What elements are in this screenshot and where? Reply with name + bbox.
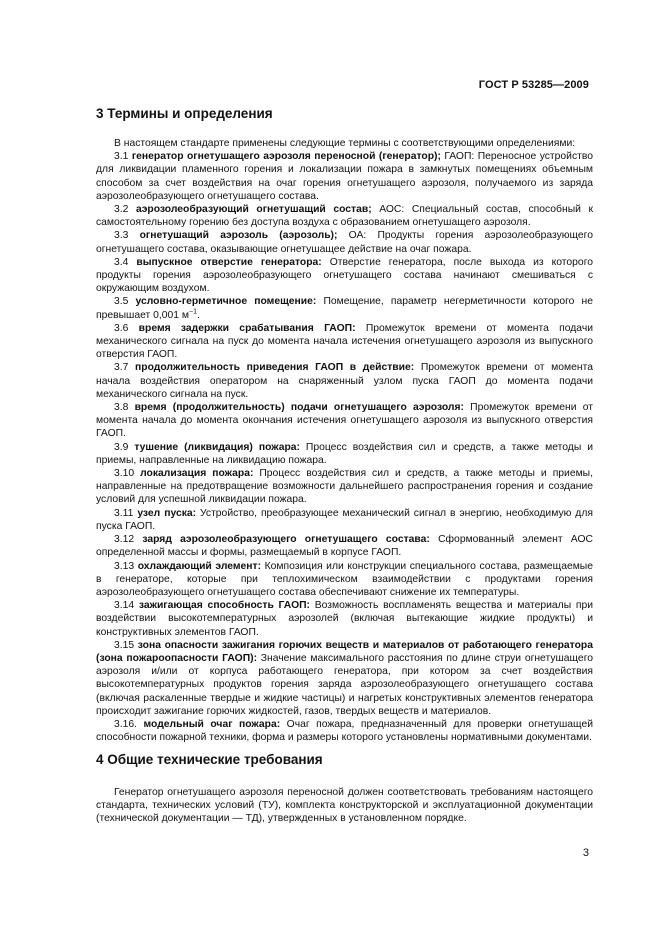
term-definition <box>96 295 593 321</box>
term-definition <box>96 203 593 229</box>
term-name: продолжительность приведения ГАОП в действие: <box>135 362 415 374</box>
section-4-paragraph: Генератор огнетушащего аэрозоля переносной должен соответствовать требованиям настоящего стандарта, технических условий (ТУ), комплекта конструкторской и эксплуатационной документации (технической документации — ТД), утвержденных в установленном порядке. <box>96 787 593 825</box>
section-4-title: 4 Общие технические требования <box>96 752 323 767</box>
term-text: АОС: Специальный состав, способный к самостоятельному горению без доступа воздуха с образованием огнетушащего аэрозоля. <box>96 204 593 229</box>
term-name: узел пуска: <box>137 507 197 519</box>
term-number: 3.2 <box>114 204 136 216</box>
term-text: Промежуток времени от момента начала до момента окончания истечения огнетушащего аэрозоля из выпускного отверстия ГАОП. <box>96 402 593 440</box>
term-text: Возможность воспламенять вещества и материалы при воздействии высокотемпературных аэрозолей (включая вытекающие жидкие продукты) и конструктивных элементов ГАОП. <box>96 600 593 638</box>
section-4-body <box>96 786 593 826</box>
term-definition <box>96 533 593 559</box>
term-name: модельный очаг пожара: <box>143 718 281 730</box>
term-definition <box>96 441 593 467</box>
term-text: Отверстие генератора, после выхода из которого продукты горения аэрозолеобразующего огнетушащего состава начинают смешиваться с окружающим воздухом. <box>96 256 593 295</box>
term-text: Композиция или конструкции специального состава, размещаемые в генераторе, которые при теплохимическом взаимодействии с продуктами горения аэрозолеобразующего огнетушащего состава обеспечивают снижение их температуры. <box>96 560 593 598</box>
term-definition <box>96 718 593 744</box>
term-number: 3.6 <box>114 322 139 334</box>
term-definition <box>96 229 593 255</box>
section-3-body <box>96 137 593 744</box>
term-definition <box>96 150 593 203</box>
term-number: 3.13 <box>114 560 138 572</box>
term-name: локализация пожара: <box>140 468 254 480</box>
term-name: генератор огнетушащего аэрозоля переносной (генератор); <box>131 151 441 163</box>
term-definition <box>96 361 593 401</box>
section-3-intro: В настоящем стандарте применены следующие термины с соответствующими определениями: <box>114 138 576 149</box>
term-number: 3.7 <box>114 362 136 374</box>
term-name: тушение (ликвидация) пожара: <box>134 441 300 453</box>
term-name: условно-герметичное помещение: <box>135 296 317 308</box>
term-number: 3.14 <box>114 600 139 612</box>
term-text-end: . <box>196 309 200 321</box>
term-text: ГАОП: Переносное устройство для ликвидации пламенного горения и локализации пожара в замкнутых помещениях объемным способом за счет воздействия на очаг горения огнетушащего аэрозоля, получаемого из заряда аэрозолеобразующего огнетушащего состава. <box>96 151 593 202</box>
term-text: Процесс воздействия сил и средств, а также методы и приемы, направленные на предотвращение возможности дальнейшего распространения горения и создание условий для успешной ликвидации пожара. <box>96 468 593 506</box>
term-number: 3.5 <box>114 296 136 308</box>
term-text: Промежуток времени от момента начала воздействия оператором на снаряженный узлом пуска ГАОП до момента подачи механического сигнала на пуск. <box>96 362 593 400</box>
term-name: зажигающая способность ГАОП: <box>138 600 310 612</box>
term-definition <box>96 322 593 362</box>
term-text: Процесс воздействия сил и средств, а также методы и приемы, направленные на ликвидацию пожара. <box>96 441 593 466</box>
term-name: время (продолжительность) подачи огнетушащего аэрозоля: <box>134 402 464 414</box>
term-number: 3.12 <box>114 534 143 546</box>
term-definition <box>96 401 593 441</box>
term-name: зона опасности зажигания горючих веществ и материалов от работающего генератора (зона пожароопасности ГАОП): <box>96 639 593 664</box>
standard-designation: ГОСТ Р 53285—2009 <box>478 79 589 91</box>
term-text: Устройство, преобразующее механический сигнал в энергию, необходимую для пуска ГАОП. <box>96 507 593 532</box>
term-definition <box>96 467 593 507</box>
term-name: охлаждающий элемент: <box>137 560 262 572</box>
term-definition <box>96 256 593 296</box>
term-number: 3.10 <box>114 468 141 480</box>
term-text: ОА: Продукты горения аэрозолеобразующего огнетушащего состава, оказывающие огнетушащее действие на очаг пожара. <box>96 230 593 255</box>
term-name: время задержки срабатывания ГАОП: <box>138 322 356 334</box>
term-text: Очаг пожара, предназначенный для проверки огнетушащей способности пожарной техники, форма и размеры которого установлены нормативными документами. <box>96 718 593 744</box>
term-number: 3.15 <box>114 639 138 651</box>
term-number: 3.3 <box>114 230 140 242</box>
term-text: Сформованный элемент АОС определенной массы и формы, размещаемый в корпусе ГАОП. <box>96 534 593 559</box>
section-3-title: 3 Термины и определения <box>96 106 273 121</box>
page-number: 3 <box>582 847 589 859</box>
term-number: 3.9 <box>114 441 135 453</box>
term-text: Помещение, параметр негерметичности которого не превышает 0,001 м <box>96 296 593 321</box>
term-definition <box>96 599 593 639</box>
term-text: Промежуток времени от момента подачи механического сигнала на пуск до момента начала истечения огнетушащего аэрозоля из выпускного отверстия ГАОП. <box>96 322 593 361</box>
unit-exponent: −1 <box>188 308 197 316</box>
term-name: огнетушащий аэрозоль (аэрозоль); <box>139 230 338 242</box>
term-number: 3.4 <box>114 256 137 268</box>
term-name: выпускное отверстие генератора: <box>136 256 322 268</box>
terms-list <box>96 150 593 744</box>
term-definition <box>96 560 593 600</box>
term-number: 3.1 <box>114 151 132 163</box>
term-definition <box>96 639 593 718</box>
term-number: 3.8 <box>114 402 135 414</box>
term-number: 3.11 <box>114 507 138 519</box>
term-name: заряд аэрозолеобразующего огнетушащего состава: <box>142 534 430 546</box>
term-text: Значение максимального расстояния по длине струи огнетушащего аэрозоля и/или от корпуса работающего генератора, при котором за счет воздействия высокотемпературных продуктов горения заряда аэрозолеобразующего огнетушащего состава (включая раскаленные твердые и жидкие частицы) и нагретых конструктивных элементов генератора происходит зажигание горючих жидкостей, газов, твердых веществ и материалов. <box>96 652 593 717</box>
term-name: аэрозолеобразующий огнетушащий состав; <box>135 204 372 216</box>
term-definition <box>96 507 593 533</box>
term-number: 3.16. <box>114 718 144 730</box>
